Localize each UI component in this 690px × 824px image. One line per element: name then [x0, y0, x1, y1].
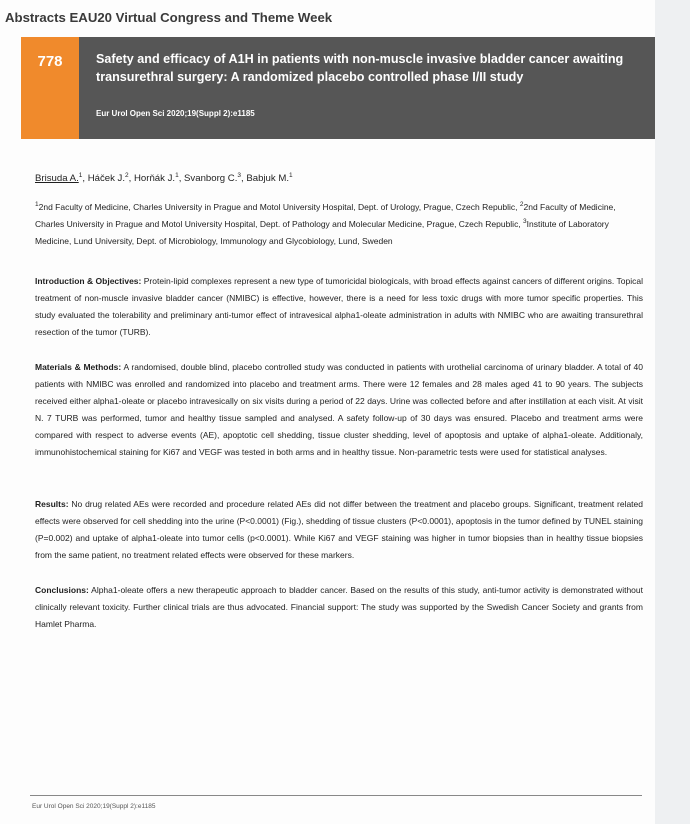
- section-conclusions: [35, 582, 643, 633]
- affiliations: $^1$2nd Faculty of Medicine, Charles University in Prague and Motol University Hospital, Dept. of Urology, Prague, Czech Republic, $^2$2nd Faculty of Medicine, Charles University in Prague and Motol University Hospital, Dept. of Pathology and Molecular Medicine, Prague, Czech Republic, $^3$Institute of Laboratory Medicine, Lund University, Dept. of Microbiology, Immunology and Glycobiology, Lund, Sweden: [35, 201, 616, 246]
- footer-citation: Eur Urol Open Sci 2020;19(Suppl 2):e1185: [32, 803, 156, 810]
- section-heading: Conclusions:: [35, 585, 89, 595]
- author: Babjuk M.$^1$: [246, 172, 293, 184]
- section-heading: Materials & Methods:: [35, 362, 122, 372]
- author: Háček J.$^2$: [87, 172, 129, 184]
- author: Brisuda A.$^1$: [35, 172, 83, 184]
- abstract-title: Safety and efficacy of A1H in patients with non-muscle invasive bladder cancer awaiting transurethral surgery: A randomized placebo controlled phase I/II study: [96, 52, 624, 84]
- banner-citation: Eur Urol Open Sci 2020;19(Suppl 2):e1185: [96, 109, 255, 118]
- section-results: [35, 496, 643, 564]
- title-banner: [21, 37, 655, 139]
- section-heading: Results:: [35, 499, 69, 509]
- footer-divider: [30, 795, 642, 796]
- section-text: No drug related AEs were recorded and procedure related AEs did not differ between the treatment and placebo groups. Significant, treatment related effects were observed for cell shedding into the urine (P<0.0001) (Fig.), shedding of tissue clusters (P<0.0001), apoptosis in the tumor defined by TUNEL staining (P=0.002) and uptake of alpha1-oleate into tumor cells (p<0.0001). While Ki67 and VEGF staining was higher in tumor biopsies than in healthy tissue biopsies from the same patient, no treatment related effects were observed for these markers.: [35, 499, 643, 560]
- abstract-number: 778: [21, 37, 79, 139]
- section-text: Protein-lipid complexes represent a new type of tumoricidal biologicals, with broad effects against cancers of different origins. Topical treatment of non-muscle invasive bladder cancer (NMIBC) is effective, however, there is a need for less toxic drugs with more tumor specific properties. This study evaluated the tolerability and preliminary anti-tumor effect of intravesical alpha1-oleate administration in adults with NMIBC who are awaiting transurethral resection of the tumor (TURB).: [35, 276, 643, 337]
- section-methods: [35, 359, 643, 461]
- section-text: A randomised, double blind, placebo controlled study was conducted in patients with urothelial carcinoma of urinary bladder. A total of 40 patients with NMIBC was enrolled and randomized into placebo and treatment arms. There were 12 females and 28 males aged 41 to 90 years. The subjects received either alpha1-oleate or placebo intravesically on six visits during a period of 22 days. Urine was collected before and after instillation at each visit. At visit N. 7 TURB was performed, tumor and healthy tissue sampled and analysed. A safety follow-up of 30 days was ensured. Placebo and treatment arms were compared with respect to adverse events (AE), apoptotic cell shedding, tissue cluster shedding, level of apoptosis and uptake of alpha1-oleate. Additionaly, immunohistochemical staining for Ki67 and VEGF was tested in both arms and in healthy tissue. Non-parametric tests were used for statistical analyses.: [35, 362, 643, 457]
- journal-header: Abstracts EAU20 Virtual Congress and Theme Week: [5, 10, 333, 25]
- section-text: Alpha1-oleate offers a new therapeutic approach to bladder cancer. Based on the results of this study, anti-tumor activity is demonstrated without clinically relevant toxicity. Further clinical trials are thus advocated. Financial support: The study was supported by the Swedish Cancer Society and grants from Hamlet Pharma.: [35, 585, 643, 629]
- viewer-margin: [655, 0, 690, 824]
- author-list: Brisuda A.$^1$, Háček J.$^2$, Horňák J.$^1$, Svanborg C.$^3$, Babjuk M.$^1$: [35, 172, 293, 184]
- author: Horňák J.$^1$: [134, 172, 179, 184]
- section-introduction: [35, 273, 643, 341]
- author: Svanborg C.$^3$: [184, 172, 241, 184]
- section-heading: Introduction & Objectives:: [35, 276, 142, 286]
